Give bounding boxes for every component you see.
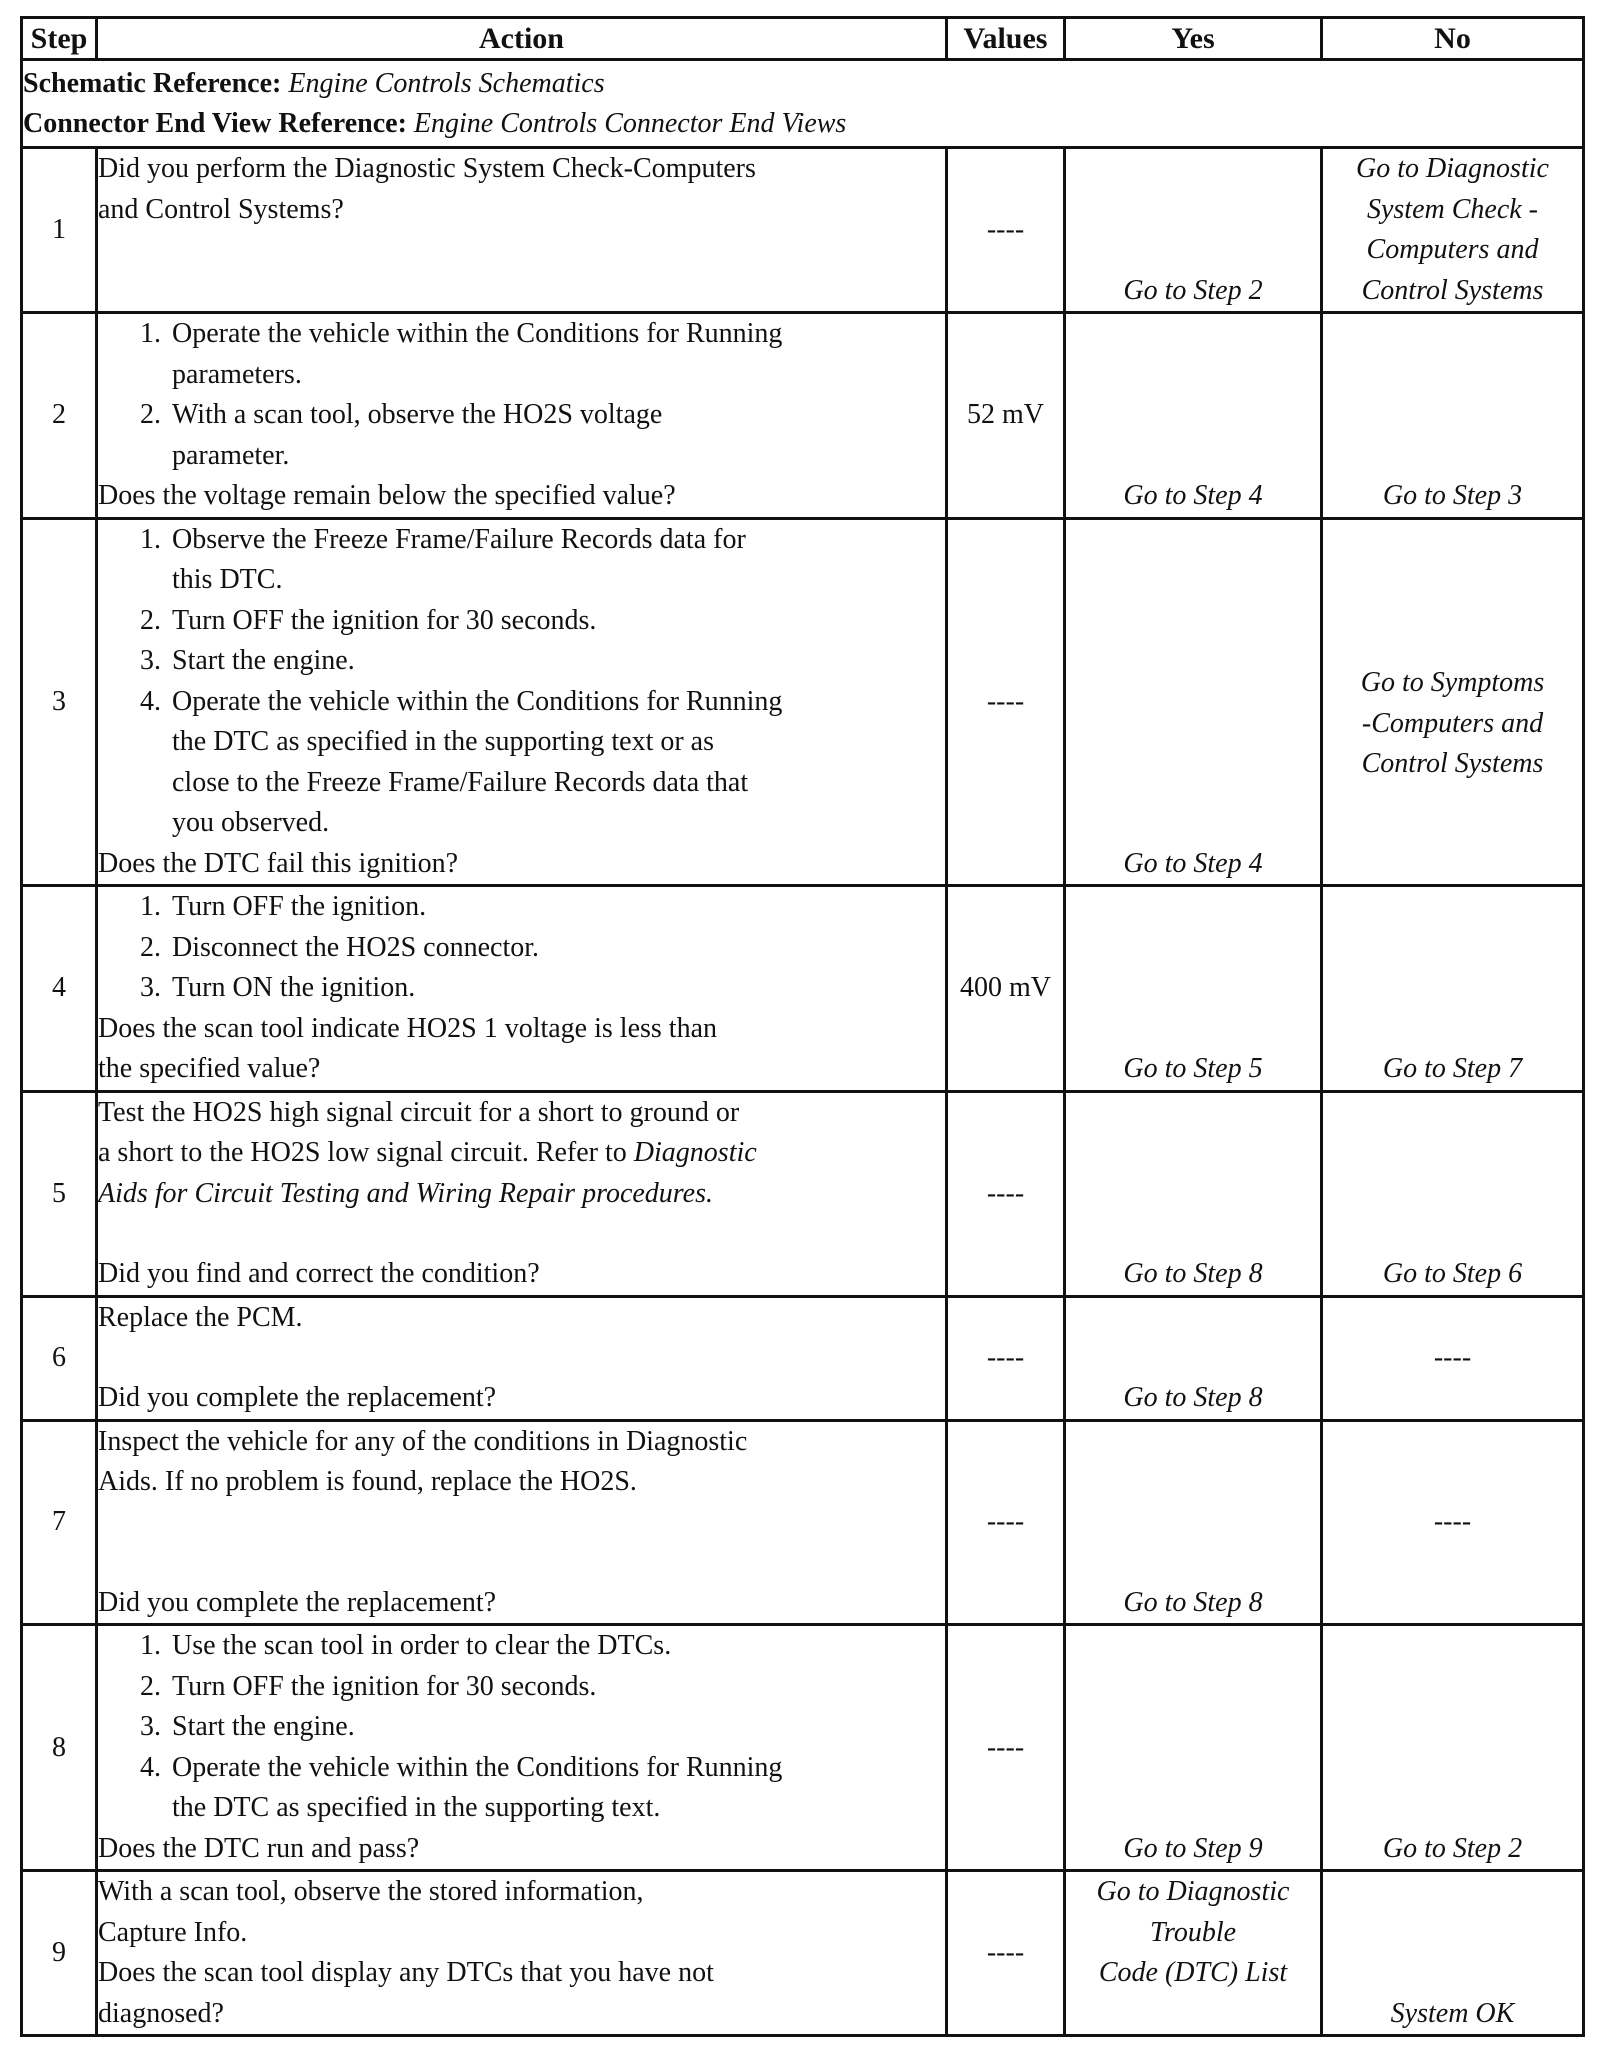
step-number: 4	[22, 886, 97, 1092]
action-cell	[97, 1296, 947, 1420]
action-text: With a scan tool, observe the stored information,	[98, 1876, 644, 1907]
header-step: Step	[22, 18, 97, 60]
go-to-link[interactable]: Go to Diagnostic	[1096, 1876, 1290, 1907]
list-item: 2. Disconnect the HO2S connector.	[140, 931, 540, 963]
action-question: Did you complete the replacement?	[98, 1382, 497, 1413]
action-text: and Control Systems?	[98, 193, 344, 225]
yes-cell	[1065, 1420, 1322, 1625]
list-item: 3. Start the engine.	[140, 645, 355, 676]
no-cell	[1322, 148, 1584, 313]
go-to-link[interactable]: Control Systems	[1361, 274, 1544, 306]
header-values: Values	[947, 18, 1065, 60]
go-to-link[interactable]: Code (DTC) List	[1098, 1957, 1288, 1988]
action-text: a short to the HO2S low signal circuit. Refer to Diagnostic	[98, 1137, 757, 1168]
system-ok-text: System OK	[1390, 1997, 1515, 2029]
action-question: the specified value?	[98, 1053, 321, 1084]
go-to-step-link[interactable]: Go to Step 4	[1123, 847, 1263, 879]
list-item: 3. Start the engine.	[140, 1711, 355, 1742]
list-item: 4. Operate the vehicle within the Conditions for Running the DTC as specified in the supporting text or as close to the Freeze Frame/Failure Records data that you observed.	[140, 685, 783, 838]
go-to-link[interactable]: Computers and	[1366, 234, 1539, 265]
table-row	[22, 1625, 1584, 1871]
no-cell	[1322, 518, 1584, 886]
header-no: No	[1322, 18, 1584, 60]
connector-reference	[23, 104, 1582, 144]
yes-cell	[1065, 1625, 1322, 1871]
no-cell	[1322, 1625, 1584, 1871]
action-cell	[97, 518, 947, 886]
action-list	[98, 1626, 945, 1829]
schematic-reference-label: Schematic Reference:	[23, 67, 282, 99]
diagnostic-aids-link[interactable]: Diagnostic	[633, 1137, 757, 1168]
go-to-step-link[interactable]: Go to Step 2	[1382, 1832, 1523, 1864]
action-question: Did you find and correct the condition?	[98, 1258, 540, 1289]
go-to-link[interactable]: -Computers and	[1361, 707, 1544, 739]
step-number: 8	[22, 1625, 97, 1871]
action-cell	[97, 1091, 947, 1296]
go-to-step-link[interactable]: Go to Step 9	[1123, 1832, 1263, 1864]
action-text: Did you perform the Diagnostic System Check-Computers	[98, 153, 756, 184]
list-item: 3. Turn ON the ignition.	[140, 972, 416, 1003]
step-number: 9	[22, 1871, 97, 2036]
values-cell: ----	[947, 1091, 1065, 1296]
step-number: 3	[22, 518, 97, 886]
action-list	[98, 314, 945, 476]
yes-cell	[1065, 1091, 1322, 1296]
no-cell: ----	[1322, 1420, 1584, 1625]
go-to-step-link[interactable]: Go to Step 8	[1123, 1586, 1263, 1618]
action-cell	[97, 1420, 947, 1625]
go-to-link[interactable]: Go to Diagnostic	[1356, 153, 1549, 184]
go-to-step-link[interactable]: Go to Step 7	[1382, 1053, 1523, 1084]
schematic-reference	[23, 64, 1582, 104]
action-question: Does the voltage remain below the specified value?	[98, 480, 676, 511]
values-cell: ----	[947, 148, 1065, 313]
values-cell: ----	[947, 518, 1065, 886]
go-to-step-link[interactable]: Go to Step 8	[1123, 1258, 1263, 1289]
list-item: 2. Turn OFF the ignition for 30 seconds.	[140, 1670, 597, 1702]
go-to-link[interactable]: Trouble	[1149, 1916, 1237, 1948]
list-item: 1. Operate the vehicle within the Conditions for Running parameters.	[140, 318, 783, 390]
step-number: 1	[22, 148, 97, 313]
no-cell	[1322, 313, 1584, 519]
action-question: diagnosed?	[98, 1997, 224, 2029]
yes-cell	[1065, 148, 1322, 313]
action-text: Inspect the vehicle for any of the conditions in Diagnostic	[98, 1425, 748, 1457]
table-row	[22, 1871, 1584, 2036]
list-item: 1. Observe the Freeze Frame/Failure Records data for this DTC.	[140, 523, 746, 595]
list-item: 2. With a scan tool, observe the HO2S voltage parameter.	[140, 399, 663, 471]
go-to-step-link[interactable]: Go to Step 8	[1123, 1382, 1263, 1413]
header-row	[22, 18, 1584, 60]
action-question: Does the DTC run and pass?	[98, 1832, 420, 1864]
action-text: Capture Info.	[98, 1916, 248, 1948]
go-to-link[interactable]: System Check -	[1366, 193, 1539, 225]
no-cell	[1322, 886, 1584, 1092]
table-row	[22, 886, 1584, 1092]
action-cell	[97, 313, 947, 519]
action-text: Aids. If no problem is found, replace the HO2S.	[98, 1466, 637, 1497]
yes-cell	[1065, 518, 1322, 886]
action-text: Test the HO2S high signal circuit for a short to ground or	[98, 1096, 740, 1128]
diagnostic-aids-link[interactable]: Aids for Circuit Testing and Wiring Repair procedures.	[98, 1177, 713, 1209]
header-yes: Yes	[1065, 18, 1322, 60]
go-to-step-link[interactable]: Go to Step 3	[1382, 480, 1523, 511]
action-question: Does the scan tool indicate HO2S 1 voltage is less than	[98, 1012, 717, 1044]
action-list	[98, 520, 945, 844]
go-to-link[interactable]: Go to Symptoms	[1360, 667, 1545, 698]
values-cell: ----	[947, 1420, 1065, 1625]
action-text	[98, 1174, 945, 1215]
yes-cell	[1065, 1871, 1322, 2036]
action-list	[98, 887, 945, 1009]
values-cell: 400 mV	[947, 886, 1065, 1092]
connector-reference-link[interactable]: Engine Controls Connector End Views	[413, 107, 847, 139]
go-to-step-link[interactable]: Go to Step 2	[1123, 274, 1263, 306]
go-to-step-link[interactable]: Go to Step 5	[1123, 1053, 1263, 1084]
go-to-link[interactable]: Control Systems	[1361, 748, 1544, 779]
table-row	[22, 313, 1584, 519]
table-row	[22, 1296, 1584, 1420]
action-question: Does the scan tool display any DTCs that you have not	[98, 1957, 714, 1988]
table-row	[22, 148, 1584, 313]
values-cell: 52 mV	[947, 313, 1065, 519]
action-question: Does the DTC fail this ignition?	[98, 847, 459, 879]
action-cell	[97, 1625, 947, 1871]
action-cell	[97, 148, 947, 313]
connector-reference-label: Connector End View Reference:	[23, 107, 407, 139]
action-cell	[97, 886, 947, 1092]
table-row	[22, 1091, 1584, 1296]
list-item: 4. Operate the vehicle within the Conditions for Running the DTC as specified in the supporting text.	[140, 1751, 783, 1823]
step-number: 6	[22, 1296, 97, 1420]
no-cell	[1322, 1871, 1584, 2036]
go-to-step-link[interactable]: Go to Step 6	[1382, 1258, 1523, 1289]
table-row	[22, 1420, 1584, 1625]
list-item: 2. Turn OFF the ignition for 30 seconds.	[140, 604, 597, 636]
no-cell	[1322, 1091, 1584, 1296]
action-question: Did you complete the replacement?	[98, 1586, 497, 1618]
step-number: 2	[22, 313, 97, 519]
action-cell	[97, 1871, 947, 2036]
values-cell: ----	[947, 1625, 1065, 1871]
header-action: Action	[97, 18, 947, 60]
yes-cell	[1065, 886, 1322, 1092]
diagnostic-table	[20, 16, 1585, 2037]
yes-cell	[1065, 313, 1322, 519]
step-number: 5	[22, 1091, 97, 1296]
list-item: 1. Use the scan tool in order to clear the DTCs.	[140, 1630, 672, 1661]
diagnostic-table-sheet	[20, 16, 1582, 2029]
step-number: 7	[22, 1420, 97, 1625]
reference-row	[22, 60, 1584, 148]
values-cell: ----	[947, 1296, 1065, 1420]
schematic-reference-link[interactable]: Engine Controls Schematics	[288, 67, 605, 99]
list-item: 1. Turn OFF the ignition.	[140, 891, 427, 922]
action-text: Replace the PCM.	[98, 1301, 303, 1333]
no-cell: ----	[1322, 1296, 1584, 1420]
reference-cell	[22, 60, 1584, 148]
go-to-step-link[interactable]: Go to Step 4	[1123, 480, 1263, 511]
values-cell: ----	[947, 1871, 1065, 2036]
yes-cell	[1065, 1296, 1322, 1420]
table-row	[22, 518, 1584, 886]
